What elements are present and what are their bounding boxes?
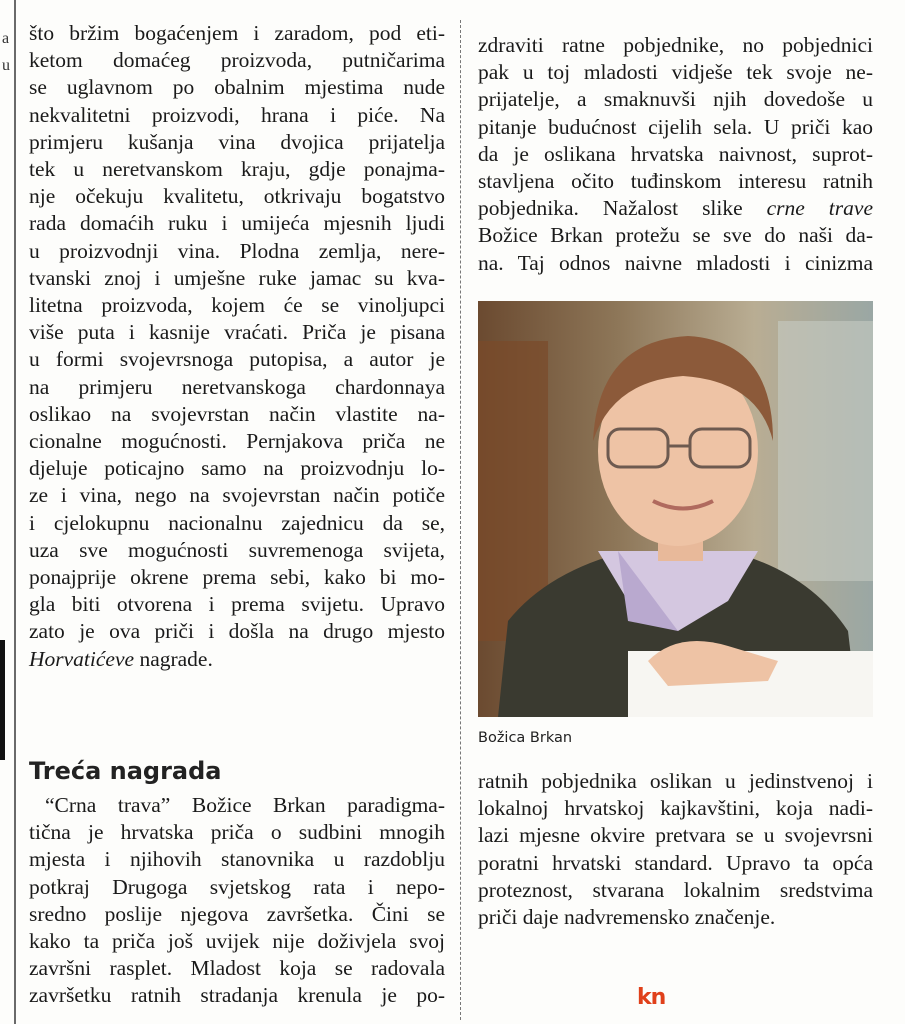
edge-letter: a bbox=[2, 30, 10, 47]
text-line: se uglavnom po obalnim mjestima nude bbox=[29, 75, 445, 100]
text-line: završetku ratnih stradanja krenula je po- bbox=[29, 983, 445, 1008]
text-fragment: pobjednika. Nažalost slike bbox=[478, 196, 767, 221]
text-line: tična je hrvatska priča o sudbini mnogih bbox=[29, 820, 445, 845]
text-line: cionalne mogućnosti. Pernjakova priča ne bbox=[29, 429, 445, 454]
text-line: rada domaćih ruku i umijeća mjesnih ljudi bbox=[29, 211, 445, 236]
text-line: proteznost, stvarana lokalnim sredstvima bbox=[478, 877, 873, 902]
text-line: zato je ova priči i došla na drugo mjesto bbox=[29, 619, 445, 644]
text-line: djeluje poticajno samo na proizvodnju lo- bbox=[29, 456, 445, 481]
text-line: gla biti otvorena i prema svijetu. Upravo bbox=[29, 592, 445, 617]
text-line: tek u neretvanskom kraju, gdje ponajma- bbox=[29, 157, 445, 182]
story-title-italic: crne trave bbox=[766, 196, 873, 221]
text-line: nekvalitetni proizvodi, hrana i piće. Na bbox=[29, 102, 445, 127]
text-line: nje očekuju kvalitetu, otkrivaju bogatstvo bbox=[29, 184, 445, 209]
text-line: više puta i kasnije vraćati. Priča je pisana bbox=[29, 320, 445, 345]
text-line: u formi svojevrsnoga putopisa, a autor je bbox=[29, 347, 445, 372]
text-line: ketom domaćeg proizvoda, putničarima bbox=[29, 48, 445, 73]
award-name-italic: Horvatićeve bbox=[29, 646, 135, 671]
left-column-bottom-text bbox=[29, 792, 445, 1010]
text-line: stavljena očito tuđinskom interesu ratnih bbox=[478, 169, 873, 194]
edge-letter: u bbox=[2, 57, 10, 74]
text-line: potkraj Drugoga svjetskog rata i nepo- bbox=[29, 874, 445, 899]
text-line: priči daje nadvremensko značenje. bbox=[478, 905, 776, 930]
text-line: na. Taj odnos naivne mladosti i cinizma bbox=[478, 250, 873, 275]
text-line: ponajprije okrene prema sebi, kako bi mo- bbox=[29, 565, 445, 590]
edge-bar bbox=[0, 640, 5, 760]
text-line: primjeru kušanja vina dvojica prijatelja bbox=[29, 129, 445, 154]
text-line: lazi mjesne okvire pretvara se u svojevrsni bbox=[478, 823, 873, 848]
text-line: pak u toj mladosti vidješe tek svoje ne- bbox=[478, 60, 873, 85]
text-line: da je oslikana hrvatska naivnost, suprot- bbox=[478, 141, 873, 166]
text-line: što bržim bogaćenjem i zaradom, pod eti- bbox=[29, 21, 445, 45]
adjacent-column-edge bbox=[0, 0, 16, 1024]
text-line: uza sve mogućnosti suvremenoga svijeta, bbox=[29, 537, 445, 562]
text-line: sredno poslije njegova završetka. Čini se bbox=[29, 901, 445, 926]
text-line: poratni hrvatski standard. Upravo ta opća bbox=[478, 850, 873, 875]
text-line: pitanje budućnost cijelih sela. U priči kao bbox=[478, 114, 873, 139]
text-line: ze i vina, nego na svojevrstan način potiče bbox=[29, 483, 445, 508]
text-line: tvanski znoj i umješne ruke jamac su kva- bbox=[29, 265, 445, 290]
author-photo bbox=[478, 301, 873, 717]
text-line bbox=[29, 646, 445, 673]
text-line: na primjeru neretvanskoga chardonnaya bbox=[29, 374, 445, 399]
text-line: zdraviti ratne pobjednike, no pobjednici bbox=[478, 33, 873, 57]
text-line: ratnih pobjednika oslikan u jedinstvenoj i bbox=[478, 769, 873, 793]
portrait-illustration bbox=[478, 301, 873, 717]
text-line: Božice Brkan protežu se sve do naši da- bbox=[478, 223, 873, 248]
section-heading: Treća nagrada bbox=[29, 757, 222, 785]
text-line: u proizvodnji vina. Plodna zemlja, nere- bbox=[29, 238, 445, 263]
column-divider bbox=[460, 20, 461, 1020]
text-line: kako ta priča još uvijek nije doživjela svoj bbox=[29, 929, 445, 954]
text-line: lokalnoj hrvatskoj kajkavštini, koja nadi- bbox=[478, 796, 873, 821]
text-line: mjesta i njihovih stanovnika u razdoblju bbox=[29, 847, 445, 872]
publication-logo: kn bbox=[637, 985, 666, 1010]
right-column-top-text bbox=[478, 32, 873, 277]
text-line: “Crna trava” Božice Brkan paradigma- bbox=[45, 793, 445, 817]
text-line: litetna proizvoda, kojem će se vinoljupci bbox=[29, 293, 445, 318]
text-fragment: nagrade. bbox=[134, 646, 213, 671]
photo-caption: Božica Brkan bbox=[478, 730, 573, 746]
text-line: i cjelokupnu nacionalnu zajednicu da se, bbox=[29, 510, 445, 535]
text-line: oslikao na svojevrstan način vlastite na- bbox=[29, 401, 445, 426]
right-column-bottom-text bbox=[478, 768, 873, 931]
text-line: završni rasplet. Mladost koja se radovala bbox=[29, 956, 445, 981]
left-column-top-text bbox=[29, 20, 445, 673]
text-line: prijatelje, a smaknuvši njih dovedoše u bbox=[478, 87, 873, 112]
text-line bbox=[478, 195, 873, 222]
